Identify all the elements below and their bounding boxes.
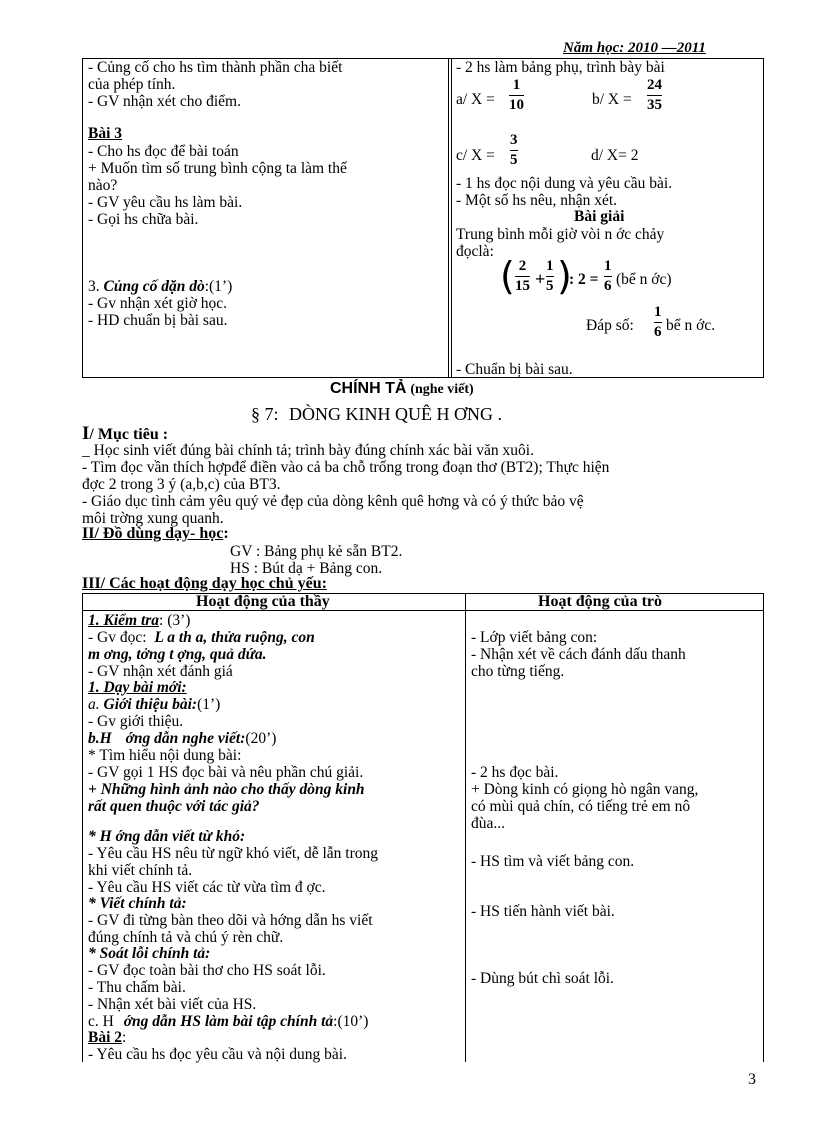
top-table-mid-border xyxy=(448,58,449,378)
student-line-4a: + Dòng kinh có giọng hò ngân vang, xyxy=(471,781,699,798)
top-right-line-2: - 1 hs đọc nội dung và yêu cầu bài. xyxy=(456,175,673,192)
teacher-question-a: + Những hình ảnh nào cho thấy dòng kinh xyxy=(88,781,365,798)
expr-fraction-3 xyxy=(604,259,612,294)
solution-heading: Bài giải xyxy=(574,208,625,225)
teacher-line-1 xyxy=(88,630,315,646)
consolidation-title: Củng cố dặn dò xyxy=(103,278,205,295)
top-right-line-3: - Một số hs nêu, nhận xét. xyxy=(456,192,618,209)
new-lesson-heading: 1. Dạy bài mới: xyxy=(88,679,187,696)
answer-c-fraction xyxy=(510,133,518,168)
column-header-teacher: Hoạt động của thầy xyxy=(196,593,330,610)
materials-heading-text: II/ Đồ dùng dạy- học xyxy=(82,525,224,542)
teacher-line-3: - Gv giới thiệu. xyxy=(88,713,184,730)
answer-b-label: b/ X = xyxy=(592,91,632,108)
expr-f1-numerator: 2 xyxy=(518,258,527,274)
fraction-bar xyxy=(654,322,662,323)
section-title-sub: (nghe viết) xyxy=(410,382,474,397)
fraction-bar xyxy=(510,150,518,151)
student-line-4b: có mùi quả chín, có tiếng trẻ em nô xyxy=(471,798,691,815)
activities-heading: III/ Các hoạt động dạy học chủ yếu: xyxy=(82,575,327,592)
expr-f1-denominator: 15 xyxy=(515,278,530,294)
teacher-reads: - Gv đọc: xyxy=(88,629,147,646)
answer-b-numerator: 24 xyxy=(647,77,662,93)
top-right-line-1: - 2 hs làm bảng phụ, trình bày bài xyxy=(456,59,665,76)
dictation-words-2: m ơng, tởng t ợng, quả dứa. xyxy=(88,646,267,663)
teacher-line-15: - Nhận xét bài viết của HS. xyxy=(88,996,257,1013)
top-left-line-1: - Củng cố cho hs tìm thành phần cha biết xyxy=(88,59,343,76)
teacher-line-8a: - Yêu cầu HS nêu từ ngữ khó viết, dễ lẫn trong xyxy=(88,845,378,862)
guide-time: (20’) xyxy=(245,730,277,747)
check-heading xyxy=(88,613,190,629)
student-line-2a: - Nhận xét về cách đánh dấu thanh xyxy=(471,646,686,663)
answer-a-label: a/ X = xyxy=(456,91,495,108)
expr-divide-two: : 2 = xyxy=(569,271,599,288)
objectives-heading xyxy=(82,423,169,444)
teacher-line-16: - Yêu cầu hs đọc yêu cầu và nội dung bài. xyxy=(88,1046,347,1063)
teacher-line-2: - GV nhận xét đánh giá xyxy=(88,663,233,680)
column-header-student: Hoạt động của trò xyxy=(538,593,662,610)
exercise-guide-heading xyxy=(88,1014,368,1030)
objective-2b: đợc 2 trong 3 ý (a,b,c) của BT3. xyxy=(82,476,281,493)
expr-f2-denominator: 5 xyxy=(546,278,554,294)
answer-a-denominator: 10 xyxy=(509,97,524,113)
expr-plus: + xyxy=(535,269,546,289)
bottom-table-left-border xyxy=(82,593,83,1062)
section-title xyxy=(330,381,474,398)
exercise-guide-c: c. H xyxy=(88,1013,114,1030)
top-left-line-8: - Gọi hs chữa bài. xyxy=(88,211,199,228)
objectives-roman: I xyxy=(82,423,90,444)
page-number: 3 xyxy=(748,1071,756,1088)
top-table-mid-border-2 xyxy=(451,58,452,378)
expr-fraction-2 xyxy=(546,259,554,294)
lesson-title xyxy=(251,404,502,424)
write-dictation-heading: * Viết chính tả: xyxy=(88,895,187,912)
answer-label: Đáp số: xyxy=(586,317,634,334)
section-title-main: CHÍNH TẢ xyxy=(330,380,407,397)
top-left-line-5: + Muốn tìm số trung bình cộng ta làm thế xyxy=(88,160,347,177)
consolidation-time: :(1’) xyxy=(204,278,233,295)
answer-b-denominator: 35 xyxy=(647,97,662,113)
exercise-guide-time: :(10’) xyxy=(333,1013,369,1030)
answer-unit: bể n ớc. xyxy=(666,317,716,334)
dictation-words-1: L a th a, thửa ruộng, con xyxy=(154,629,315,646)
teacher-question-b: rất quen thuộc với tác giả? xyxy=(88,798,260,815)
answer-denominator: 6 xyxy=(654,324,662,340)
fraction-bar xyxy=(647,95,662,96)
top-left-line-7: - GV yêu cầu hs làm bài. xyxy=(88,194,243,211)
fraction-bar xyxy=(515,276,530,277)
bai2-title: Bài 2 xyxy=(88,1029,123,1046)
bottom-table-header-border xyxy=(82,610,764,611)
top-left-line-4: - Cho hs đọc để bài toán xyxy=(88,143,239,160)
teacher-line-8b: khi viết chính tả. xyxy=(88,862,193,879)
student-line-7: - Dùng bút chì soát lỗi. xyxy=(471,970,614,987)
guide-title: ớng dẫn nghe viết: xyxy=(125,730,246,747)
materials-heading xyxy=(82,526,229,542)
answer-a-numerator: 1 xyxy=(512,77,521,93)
student-line-6: - HS tiến hành viết bài. xyxy=(471,903,615,920)
top-right-line-4: Trung bình mỗi giờ vòi n ớc chảy xyxy=(456,226,665,243)
answer-c-denominator: 5 xyxy=(510,152,518,168)
materials-teacher: GV : Bảng phụ kẻ sẵn BT2. xyxy=(230,543,403,560)
fraction-bar xyxy=(509,95,524,96)
answer-d-label: d/ X= 2 xyxy=(591,147,639,164)
exercise-guide-title: ớng dẫn HS làm bài tập chính tả xyxy=(123,1013,334,1030)
student-line-1: - Lớp viết bảng con: xyxy=(471,629,598,646)
guide-b: b.H xyxy=(88,730,112,747)
consolidation-heading xyxy=(88,279,232,295)
student-line-5: - HS tìm và viết bảng con. xyxy=(471,853,635,870)
intro-a: a. xyxy=(88,696,100,713)
teacher-line-9: - Yêu cầu HS viết các từ vừa tìm đ ợc. xyxy=(88,879,326,896)
check-errors-heading: * Soát lỗi chính tả: xyxy=(88,945,211,962)
top-right-line-6: - Chuẩn bị bài sau. xyxy=(456,361,573,378)
lesson-name: DÒNG KINH QUÊ H ƠNG . xyxy=(289,404,502,424)
bottom-table-mid-border xyxy=(465,593,466,1062)
materials-student: HS : Bút dạ + Bảng con. xyxy=(230,560,383,577)
check-title: 1. Kiểm tra xyxy=(88,612,160,629)
objective-2a: - Tìm đọc vần thích hợpđể điền vào cả ba chỗ trống trong đoạn thơ (BT2); Thực hiện xyxy=(82,459,610,476)
top-left-line-9: - Gv nhận xét giờ học. xyxy=(88,295,228,312)
open-paren: ( xyxy=(500,254,515,298)
materials-colon: : xyxy=(223,525,229,542)
answer-b-fraction xyxy=(647,78,662,113)
bai2-colon: : xyxy=(122,1029,127,1046)
top-table-left-border xyxy=(82,58,83,378)
school-year-header: Năm học: 2010 —2011 xyxy=(563,40,706,56)
answer-fraction xyxy=(654,305,662,340)
fraction-bar xyxy=(546,276,554,277)
answer-a-fraction xyxy=(509,78,524,113)
teacher-line-11a: - GV đi từng bàn theo dõi và hớng dẫn hs viết xyxy=(88,912,373,929)
lesson-number: § 7: xyxy=(251,404,279,424)
answer-c-numerator: 3 xyxy=(510,132,518,148)
teacher-line-14: - Thu chấm bài. xyxy=(88,979,186,996)
top-left-line-10: - HD chuẩn bị bài sau. xyxy=(88,312,228,329)
teacher-line-13: - GV đọc toàn bài thơ cho HS soát lỗi. xyxy=(88,962,326,979)
answer-c-label: c/ X = xyxy=(456,147,495,164)
check-time: : (3’) xyxy=(159,612,191,629)
close-paren: ) xyxy=(557,254,572,298)
objective-1: _ Học sinh viết đúng bài chính tả; trình bày đúng chính xác bài văn xuôi. xyxy=(82,442,534,459)
objectives-heading-text: / Mục tiêu : xyxy=(89,426,169,443)
student-line-3: - 2 hs đọc bài. xyxy=(471,764,559,781)
hard-words-heading: * H ớng dẫn viết từ khó: xyxy=(88,828,246,845)
fraction-bar xyxy=(604,276,612,277)
teacher-line-11b: đúng chính tả và chú ý rèn chữ. xyxy=(88,929,284,946)
bottom-table-right-border xyxy=(763,593,764,1062)
intro-title: Giới thiệu bài: xyxy=(103,696,198,713)
consolidation-prefix: 3. xyxy=(88,278,100,295)
expr-f3-denominator: 6 xyxy=(604,278,612,294)
objective-3b: môi trờng xung quanh. xyxy=(82,510,224,527)
expr-unit: (bể n ớc) xyxy=(616,271,672,288)
intro-heading xyxy=(88,697,220,713)
bai2-heading xyxy=(88,1030,126,1046)
expr-f3-numerator: 1 xyxy=(604,258,612,274)
guide-heading xyxy=(88,731,276,747)
teacher-line-4: * Tìm hiểu nội dung bài: xyxy=(88,747,242,764)
objective-3a: - Giáo dục tình cảm yêu quý vẻ đẹp của dòng kênh quê hơng và có ý thức bảo vệ xyxy=(82,493,584,510)
expr-fraction-1 xyxy=(515,259,530,294)
top-table-right-border xyxy=(763,58,764,378)
intro-time: (1’) xyxy=(197,696,221,713)
teacher-line-5: - GV gọi 1 HS đọc bài và nêu phần chú giải. xyxy=(88,764,364,781)
top-right-line-5: đọclà: xyxy=(456,243,494,260)
bai3-heading: Bài 3 xyxy=(88,125,123,142)
expr-f2-numerator: 1 xyxy=(546,258,554,274)
top-left-line-3: - GV nhận xét cho điểm. xyxy=(88,93,241,110)
student-line-4c: đùa... xyxy=(471,815,506,832)
answer-numerator: 1 xyxy=(654,304,662,320)
top-left-line-2: của phép tính. xyxy=(88,76,176,93)
top-left-line-6: nào? xyxy=(88,177,118,194)
student-line-2b: cho từng tiếng. xyxy=(471,663,565,680)
top-table-bottom-border xyxy=(82,377,764,378)
